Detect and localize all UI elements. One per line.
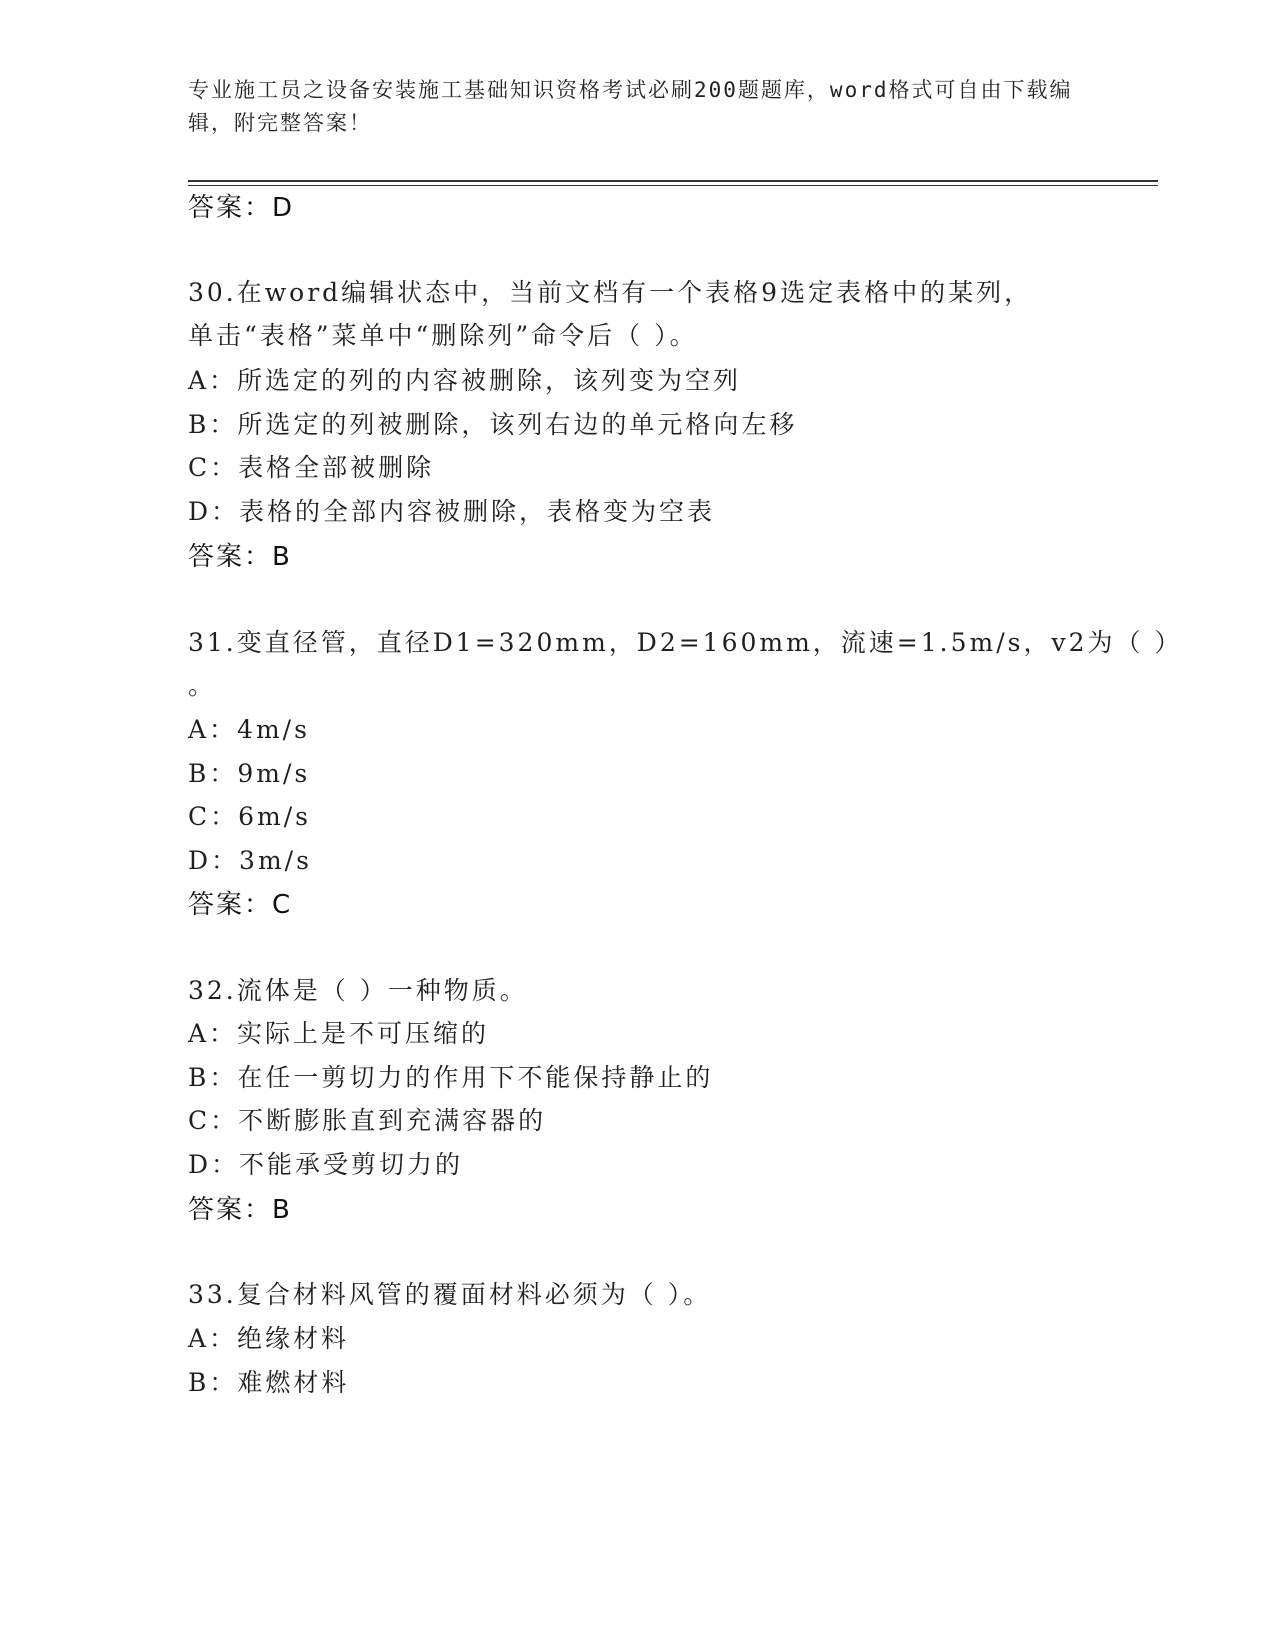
question-31-option-a: A：4m/s: [188, 715, 310, 744]
question-33-option-b: B：难燃材料: [188, 1368, 350, 1397]
question-33-stem: 33.复合材料风管的覆面材料必须为（ ）。: [188, 1280, 712, 1309]
question-30-option-d: D：表格的全部内容被删除，表格变为空表: [188, 497, 716, 526]
question-30-stem-line1: 30.在word编辑状态中，当前文档有一个表格9选定表格中的某列，: [188, 278, 1033, 307]
question-31-option-c: C：6m/s: [188, 802, 311, 831]
question-31-stem-line1: 31.变直径管，直径D1=320mm，D2=160mm，流速=1.5m/s，v2为（ ）: [188, 628, 1183, 657]
question-30-answer: 答案：B: [188, 542, 292, 572]
question-33-option-a: A：绝缘材料: [188, 1324, 350, 1353]
document-header: 专业施工员之设备安装施工基础知识资格考试必刷200题题库，word格式可自由下载编辑，附完整答案！: [188, 78, 1073, 135]
question-31-answer: 答案：C: [188, 890, 293, 920]
question-30-option-c: C：表格全部被删除: [188, 453, 435, 482]
question-31-option-d: D：3m/s: [188, 846, 312, 875]
header-rule-thin: [188, 185, 1158, 186]
question-32-answer: 答案：B: [188, 1195, 292, 1225]
question-32-option-b: B：在任一剪切力的作用下不能保持静止的: [188, 1063, 714, 1092]
question-30-option-b: B：所选定的列被删除，该列右边的单元格向左移: [188, 410, 798, 439]
question-31-option-b: B：9m/s: [188, 759, 311, 788]
question-30-option-a: A：所选定的列的内容被删除，该列变为空列: [188, 366, 742, 395]
question-32-option-a: A：实际上是不可压缩的: [188, 1019, 490, 1048]
question-31-stem-line2: 。: [188, 671, 217, 700]
question-30-stem-line2: 单击“表格”菜单中“删除列”命令后（ ）。: [188, 321, 698, 350]
question-32-option-d: D：不能承受剪切力的: [188, 1150, 464, 1179]
question-32-option-c: C：不断膨胀直到充满容器的: [188, 1106, 547, 1135]
header-rule-thick: [188, 180, 1158, 182]
answer-line: 答案：D: [188, 193, 295, 223]
question-32-stem: 32.流体是（ ）一种物质。: [188, 976, 528, 1005]
